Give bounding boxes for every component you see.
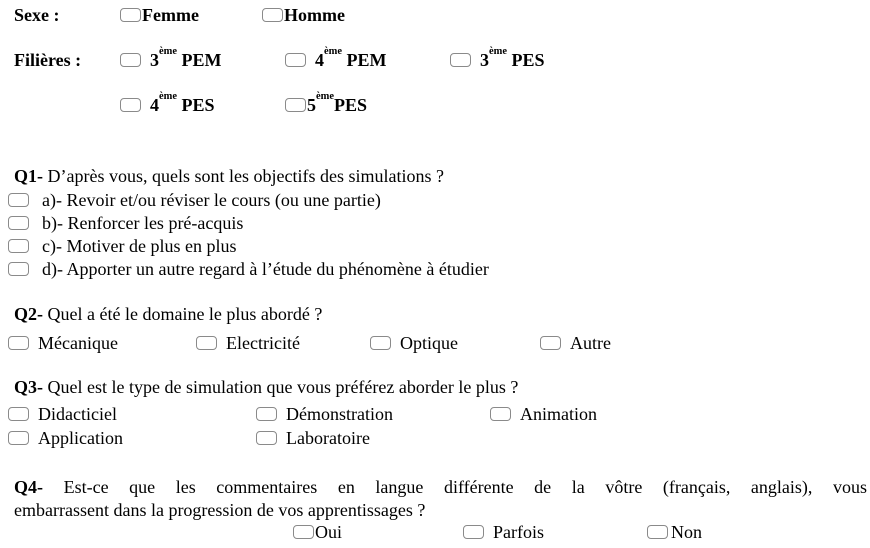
checkbox-animation[interactable] — [490, 407, 511, 421]
option-4eme-pem — [285, 46, 387, 71]
non-label: Non — [671, 522, 702, 542]
q4-heading-line-1 — [14, 476, 867, 498]
q3-heading — [14, 376, 518, 398]
q1-a-label: a)- Revoir et/ou réviser le cours (ou une partie) — [42, 190, 381, 210]
4eme-pes-label: 4ème PES — [150, 91, 215, 115]
5eme-pes-label: 5èmePES — [307, 91, 367, 115]
option-animation — [490, 403, 597, 425]
checkbox-demonstration[interactable] — [256, 407, 277, 421]
option-electricite — [196, 332, 300, 354]
option-oui — [293, 521, 342, 543]
option-3eme-pem — [120, 46, 222, 71]
checkbox-q1-d[interactable] — [8, 262, 29, 276]
animation-label: Animation — [520, 404, 597, 424]
q1-heading — [14, 165, 444, 187]
demonstration-label: Démonstration — [286, 404, 393, 424]
q2-options-row — [0, 332, 870, 355]
checkbox-optique[interactable] — [370, 336, 391, 350]
option-3eme-pes — [450, 46, 545, 71]
q3-options-row-2 — [0, 427, 870, 450]
q1-option-c-row — [0, 235, 870, 258]
checkbox-mecanique[interactable] — [8, 336, 29, 350]
sexe-row — [0, 4, 870, 27]
laboratoire-label: Laboratoire — [286, 428, 370, 448]
filieres-label: Filières : — [14, 50, 82, 70]
option-mecanique — [8, 332, 118, 354]
q4-options-row — [0, 521, 870, 544]
option-parfois — [463, 521, 544, 543]
checkbox-homme[interactable] — [262, 8, 283, 22]
checkbox-didacticiel[interactable] — [8, 407, 29, 421]
checkbox-electricite[interactable] — [196, 336, 217, 350]
option-q1-b — [8, 212, 243, 234]
q3-options-row-1 — [0, 403, 870, 426]
checkbox-non[interactable] — [647, 525, 668, 539]
option-demonstration — [256, 403, 393, 425]
filieres-row-2 — [0, 91, 870, 117]
option-q1-a — [8, 189, 381, 211]
option-optique — [370, 332, 458, 354]
option-autre — [540, 332, 611, 354]
checkbox-femme[interactable] — [120, 8, 141, 22]
q1-question: D’après vous, quels sont les objectifs des simulations ? — [43, 166, 444, 186]
option-q1-d — [8, 258, 489, 280]
q2-heading — [14, 303, 322, 325]
filieres-row-1 — [0, 46, 870, 72]
option-homme — [262, 4, 345, 26]
3eme-pes-label: 3ème PES — [480, 46, 545, 70]
electricite-label: Electricité — [226, 333, 300, 353]
femme-label: Femme — [142, 5, 199, 25]
q1-option-b-row — [0, 212, 870, 235]
checkbox-parfois[interactable] — [463, 525, 484, 539]
option-q1-c — [8, 235, 236, 257]
checkbox-q1-c[interactable] — [8, 239, 29, 253]
q4-question-line-1: Est-ce que les commentaires en langue différente de la vôtre (français, anglais), vous — [43, 477, 867, 497]
mecanique-label: Mécanique — [38, 333, 118, 353]
checkbox-3eme-pem[interactable] — [120, 53, 141, 67]
homme-label: Homme — [284, 5, 345, 25]
q1-option-a-row — [0, 189, 870, 212]
q4-heading-line-2 — [14, 499, 425, 521]
q2-label: Q2- — [14, 304, 43, 324]
q4-label: Q4- — [14, 477, 43, 497]
4eme-pem-label: 4ème PEM — [315, 46, 387, 70]
checkbox-4eme-pes[interactable] — [120, 98, 141, 112]
option-4eme-pes — [120, 91, 215, 116]
q4-question-line-2: embarrassent dans la progression de vos apprentissages ? — [14, 500, 426, 520]
checkbox-4eme-pem[interactable] — [285, 53, 306, 67]
oui-label: Oui — [315, 522, 342, 542]
optique-label: Optique — [400, 333, 458, 353]
checkbox-application[interactable] — [8, 431, 29, 445]
q2-question: Quel a été le domaine le plus abordé ? — [43, 304, 323, 324]
sexe-label: Sexe : — [14, 5, 60, 25]
didacticiel-label: Didacticiel — [38, 404, 117, 424]
application-label: Application — [38, 428, 123, 448]
q1-label: Q1- — [14, 166, 43, 186]
option-femme — [120, 4, 199, 26]
3eme-pem-label: 3ème PEM — [150, 46, 222, 70]
checkbox-oui[interactable] — [293, 525, 314, 539]
option-laboratoire — [256, 427, 370, 449]
q1-option-d-row — [0, 258, 870, 281]
q1-c-label: c)- Motiver de plus en plus — [42, 236, 237, 256]
q1-d-label: d)- Apporter un autre regard à l’étude du phénomène à étudier — [42, 259, 489, 279]
option-application — [8, 427, 123, 449]
parfois-label: Parfois — [493, 522, 544, 542]
checkbox-q1-b[interactable] — [8, 216, 29, 230]
option-didacticiel — [8, 403, 117, 425]
checkbox-q1-a[interactable] — [8, 193, 29, 207]
checkbox-5eme-pes[interactable] — [285, 98, 306, 112]
checkbox-autre[interactable] — [540, 336, 561, 350]
option-5eme-pes — [285, 91, 367, 116]
q3-label: Q3- — [14, 377, 43, 397]
option-non — [647, 521, 702, 543]
autre-label: Autre — [570, 333, 611, 353]
checkbox-laboratoire[interactable] — [256, 431, 277, 445]
q3-question: Quel est le type de simulation que vous préférez aborder le plus ? — [43, 377, 519, 397]
q1-b-label: b)- Renforcer les pré-acquis — [42, 213, 244, 233]
checkbox-3eme-pes[interactable] — [450, 53, 471, 67]
